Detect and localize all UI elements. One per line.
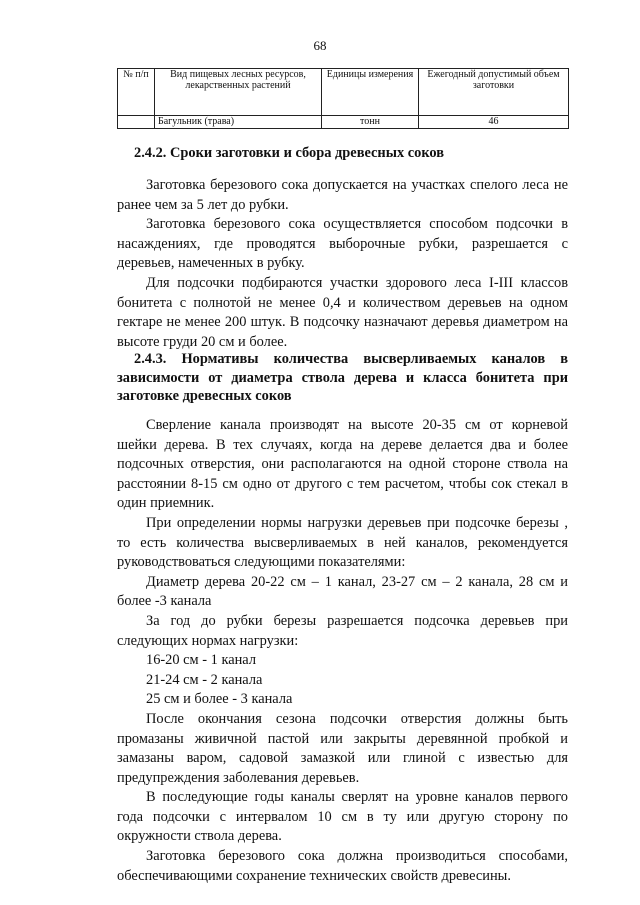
- paragraph: Заготовка березового сока должна производиться способами, обеспечивающими сохранение технических свойств древесины.: [117, 848, 568, 884]
- page-number: 68: [313, 38, 327, 53]
- section-body: [117, 176, 568, 352]
- table-cell: тонн: [322, 116, 419, 129]
- table-header-cell: № п/п: [118, 69, 155, 116]
- table-header-cell: Единицы измерения: [322, 69, 419, 116]
- list-item: 16-20 см - 1 канал: [146, 652, 257, 669]
- list-item: 21-24 см - 2 канала: [146, 671, 263, 688]
- table-header-cell: Ежегодный допустимый объем заготовки: [419, 69, 569, 116]
- table-row: [118, 116, 569, 129]
- section-body: [117, 416, 568, 886]
- paragraph: Заготовка березового сока осуществляется способом подсочки в насаждениях, где проводятся выборочные рубки, разрешается с деревьев, намеченных в рубку.: [117, 216, 568, 272]
- section-heading: 2.4.2. Сроки заготовки и сбора древесных соков: [134, 145, 445, 161]
- paragraph: Для подсочки подбираются участки здорового леса I-III классов бонитета с полнотой не менее 0,4 и количеством деревьев на одном гектаре не менее 200 штук. В подсочку назначают деревья диаметром на высоте груди 20 см и более.: [117, 274, 568, 350]
- list-item: 25 см и более - 3 канала: [146, 691, 293, 708]
- table-header-row: [118, 69, 569, 116]
- paragraph: После окончания сезона подсочки отверстия должны быть промазаны живичной пастой или закрыты деревянной пробкой и замазаны варом, садовой замазкой или глиной с известью для предупреждения заболевания деревьев.: [117, 710, 568, 786]
- paragraph: В последующие годы каналы сверлят на уровне каналов первого года подсочки с интервалом 10 см в ту или другую сторону по окружности ствола дерева.: [117, 789, 568, 845]
- resource-table: [117, 68, 569, 129]
- table-cell: 46: [419, 116, 569, 129]
- table-header-cell: Вид пищевых лесных ресурсов, лекарственных растений: [155, 69, 322, 116]
- paragraph: При определении нормы нагрузки деревьев при подсочке березы , то есть количества высверливаемых в ней каналов, рекомендуется руководствоваться следующими показателями:: [117, 514, 568, 571]
- paragraph: За год до рубки березы разрешается подсочка деревьев при следующих нормах нагрузки:: [117, 612, 568, 649]
- section-heading: 2.4.3. Нормативы количества высверливаемых каналов в зависимости от диаметра ствола дерева и класса бонитета при заготовке древесных соков: [117, 351, 568, 404]
- table-cell: Багульник (трава): [155, 116, 322, 129]
- table-cell: [118, 116, 155, 129]
- paragraph: Заготовка березового сока допускается на участках спелого леса не ранее чем за 5 лет до рубки.: [117, 177, 568, 213]
- paragraph: Сверление канала производят на высоте 20-35 см от корневой шейки дерева. В тех случаях, когда на дереве делается два и более подсочных отверстия, они располагаются на одной стороне ствола на расстоянии 8-15 см одно от другого с тем расчетом, чтобы сок стекал в один приемник.: [117, 417, 568, 512]
- paragraph: Диаметр дерева 20-22 см – 1 канал, 23-27 см – 2 канала, 28 см и более -3 канала: [117, 573, 568, 610]
